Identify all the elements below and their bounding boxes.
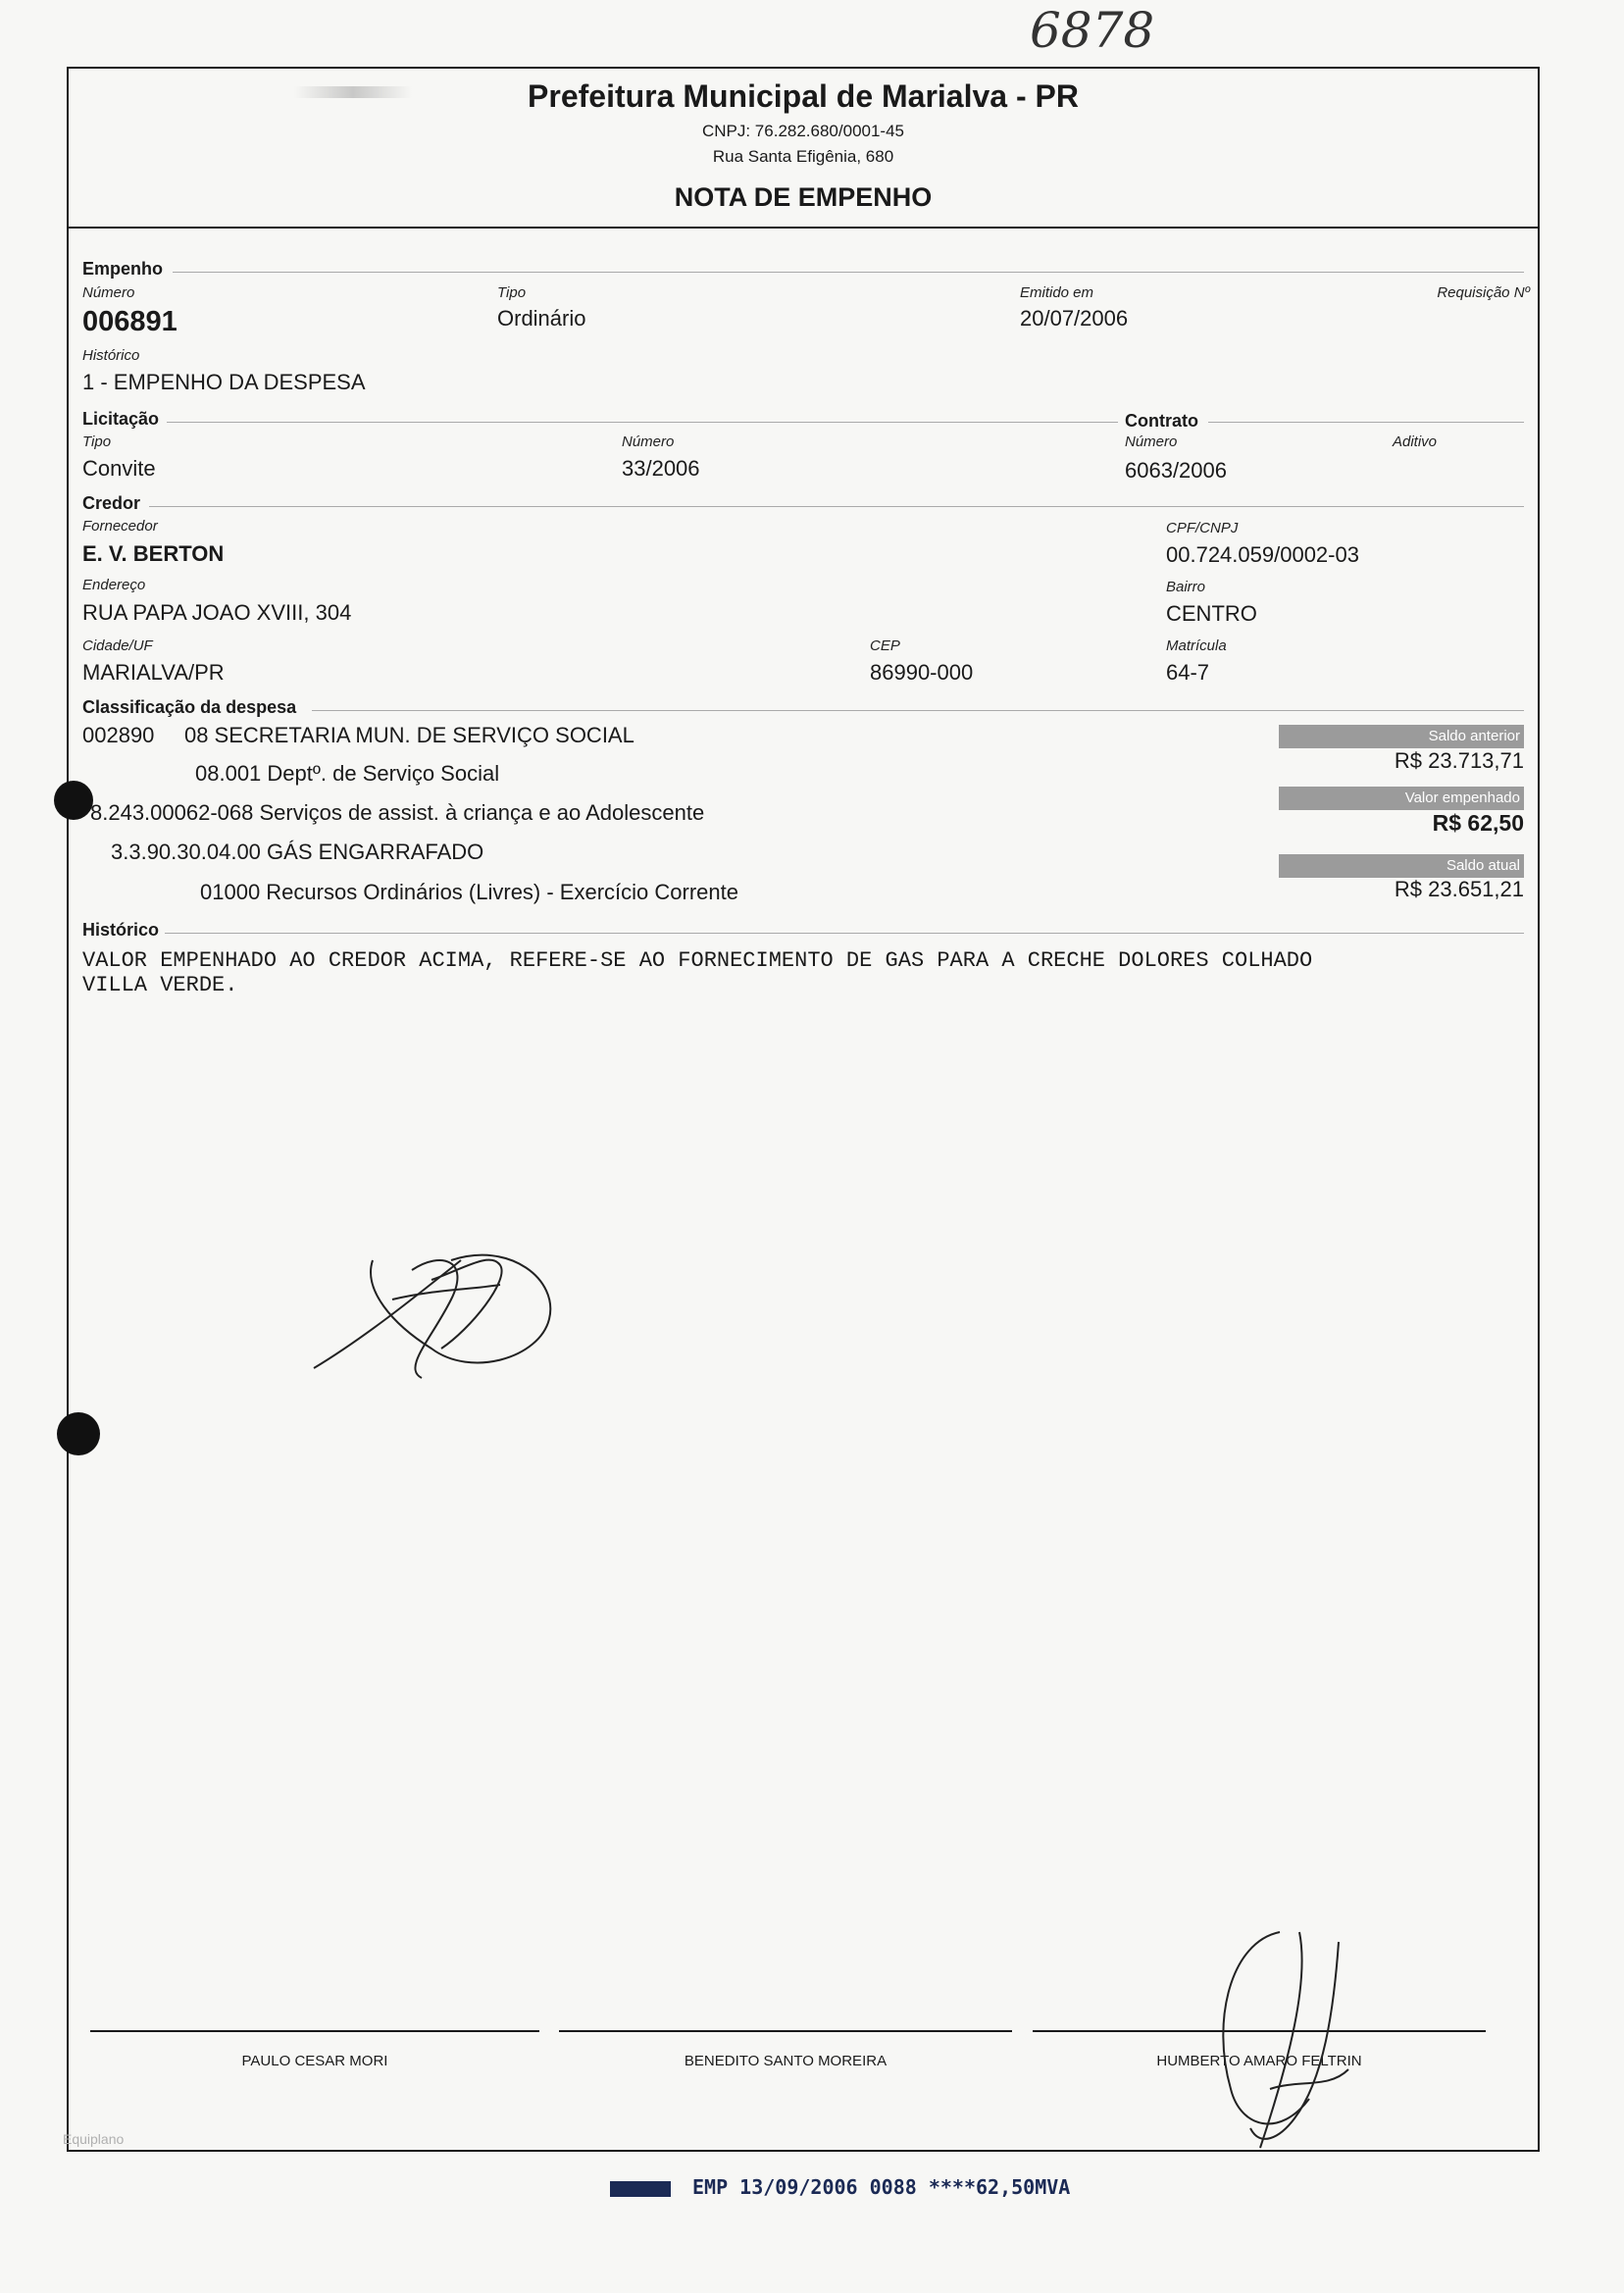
label-emitido: Emitido em: [1020, 284, 1094, 301]
handwritten-number: 6878: [1030, 2, 1155, 59]
signature-line: [90, 2030, 539, 2032]
section-rule: [1208, 422, 1524, 423]
header-divider: [67, 227, 1540, 229]
empenho-numero: 006891: [82, 306, 178, 337]
licitacao-numero: 33/2006: [622, 456, 700, 481]
section-empenho: Empenho: [82, 259, 164, 279]
label-contrato-numero: Número: [1125, 433, 1178, 450]
signature-scribble: [1201, 1922, 1358, 2158]
cnpj-text: CNPJ: 76.282.680/0001-45: [701, 122, 905, 140]
section-rule: [149, 506, 1524, 507]
punch-hole: [54, 781, 93, 820]
section-licitacao: Licitação: [82, 409, 160, 429]
signature-scribble: [304, 1231, 569, 1388]
credor-cidade: MARIALVA/PR: [82, 660, 225, 685]
contrato-numero: 6063/2006: [1125, 458, 1227, 483]
credor-cpf: 00.724.059/0002-03: [1166, 542, 1359, 567]
valor-empenhado-label: Valor empenhado: [1279, 787, 1524, 810]
punch-hole: [57, 1412, 100, 1455]
label-numero: Número: [82, 284, 135, 301]
classificacao-line-5: 01000 Recursos Ordinários (Livres) - Exercício Corrente: [200, 880, 738, 904]
label-cep: CEP: [870, 637, 900, 654]
licitacao-tipo: Convite: [82, 456, 156, 481]
empenho-tipo: Ordinário: [497, 306, 586, 331]
label-cidade: Cidade/UF: [82, 637, 153, 654]
footer-stamp: EMP 13/09/2006 0088 ****62,50MVA: [692, 2175, 1071, 2199]
historico-line-1: VALOR EMPENHADO AO CREDOR ACIMA, REFERE-SE AO FORNECIMENTO DE GAS PARA A CRECHE DOLORES COLHADO: [82, 948, 1313, 973]
signature-line: [559, 2030, 1012, 2032]
section-credor: Credor: [82, 493, 141, 513]
label-matricula: Matrícula: [1166, 637, 1227, 654]
label-historico-empenho: Histórico: [82, 347, 140, 364]
credor-bairro: CENTRO: [1166, 601, 1257, 626]
doc-title: NOTA DE EMPENHO: [674, 182, 933, 212]
section-historico: Histórico: [82, 920, 160, 940]
saldo-anterior-value: R$ 23.713,71: [1394, 748, 1524, 773]
classificacao-line-2: 08.001 Deptº. de Serviço Social: [195, 761, 500, 786]
valor-empenhado-value: R$ 62,50: [1432, 810, 1524, 836]
label-cpf: CPF/CNPJ: [1166, 520, 1239, 536]
brand-label: Equiplano: [63, 2131, 125, 2147]
section-rule: [167, 422, 1118, 423]
saldo-atual-value: R$ 23.651,21: [1394, 877, 1524, 901]
label-licitacao-numero: Número: [622, 433, 675, 450]
label-requisicao: Requisição Nº: [1437, 284, 1530, 301]
label-aditivo: Aditivo: [1393, 433, 1438, 450]
section-rule: [312, 710, 1524, 711]
label-tipo: Tipo: [497, 284, 527, 301]
signature-name-2: BENEDITO SANTO MOREIRA: [684, 2053, 888, 2069]
classificacao-line-1: 002890 08 SECRETARIA MUN. DE SERVIÇO SOCIAL: [82, 723, 634, 747]
saldo-atual-label: Saldo atual: [1279, 854, 1524, 878]
address-text: Rua Santa Efigênia, 680: [712, 147, 894, 166]
footer-logo: [610, 2181, 671, 2197]
label-endereco: Endereço: [82, 577, 146, 593]
historico-line-2: VILLA VERDE.: [82, 973, 238, 997]
label-fornecedor: Fornecedor: [82, 518, 158, 535]
saldo-anterior-label: Saldo anterior: [1279, 725, 1524, 748]
credor-fornecedor: E. V. BERTON: [82, 541, 225, 566]
signature-name-3: HUMBERTO AMARO FELTRIN: [1156, 2053, 1362, 2069]
empenho-historico: 1 - EMPENHO DA DESPESA: [82, 370, 366, 394]
credor-matricula: 64-7: [1166, 660, 1210, 685]
section-rule: [165, 933, 1524, 934]
signature-name-1: PAULO CESAR MORI: [241, 2053, 388, 2069]
credor-endereco: RUA PAPA JOAO XVIII, 304: [82, 600, 352, 625]
section-classificacao: Classificação da despesa: [82, 697, 297, 717]
section-contrato: Contrato: [1125, 411, 1198, 431]
classificacao-line-4: 3.3.90.30.04.00 GÁS ENGARRAFADO: [111, 840, 484, 864]
org-title: Prefeitura Municipal de Marialva - PR: [528, 78, 1079, 114]
section-rule: [173, 272, 1524, 273]
credor-cep: 86990-000: [870, 660, 974, 685]
classificacao-line-3: 8.243.00062-068 Serviços de assist. à criança e ao Adolescente: [90, 800, 705, 825]
label-bairro: Bairro: [1166, 579, 1206, 595]
empenho-emitido: 20/07/2006: [1020, 306, 1129, 331]
label-licitacao-tipo: Tipo: [82, 433, 112, 450]
